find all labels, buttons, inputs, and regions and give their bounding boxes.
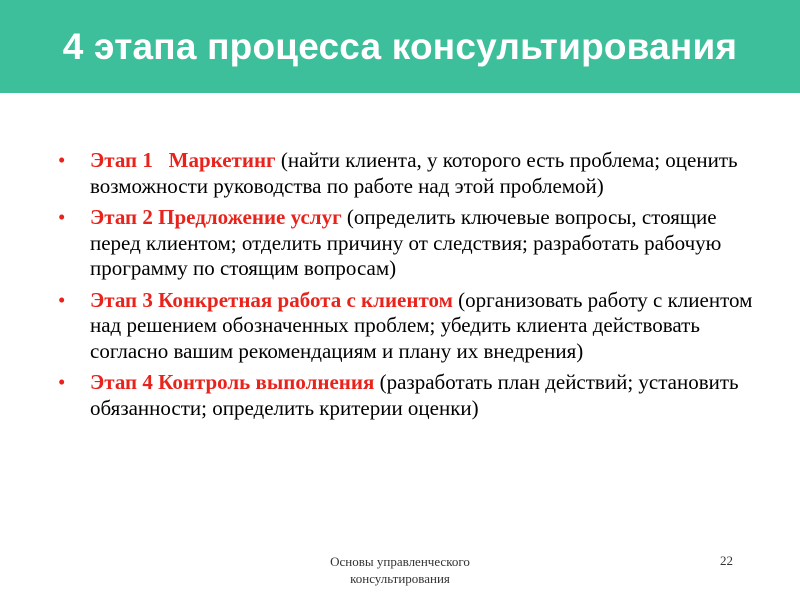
slide-title: 4 этапа процесса консультирования <box>62 25 738 67</box>
footer-line-1: Основы управленческого <box>330 554 470 569</box>
title-bar <box>0 0 800 93</box>
stage-description: (определить ключевые вопросы, стоящие перед клиентом; отделить причину от следствия; разработать рабочую программу по стоящим вопросам) <box>90 205 722 280</box>
stage-item-2 <box>58 205 758 282</box>
stage-label: Этап 1 Маркетинг <box>90 148 276 172</box>
stage-label: Этап 4 Контроль выполнения <box>90 370 375 394</box>
footer-line-2: консультирования <box>350 571 450 586</box>
stage-item-3 <box>58 288 758 365</box>
stage-description: (разработать план действий; установить обязанности; определить критерии оценки) <box>90 370 739 420</box>
page-number: 22 <box>720 553 733 568</box>
stage-list <box>58 148 758 427</box>
stage-label: Этап 3 Конкретная работа с клиентом <box>90 287 453 312</box>
footer-course-title <box>0 553 800 587</box>
stage-description: (организовать работу с клиентом над решением обозначенных проблем; убедить клиента действовать согласно вашим рекомендациям и плану их внедрения) <box>90 287 753 363</box>
bullet-icon: • <box>58 148 66 172</box>
stage-label: Этап 2 Предложение услуг <box>90 205 342 229</box>
stage-item-1 <box>58 148 758 199</box>
stage-description: (найти клиента, у которого есть проблема; оценить возможности руководства по работе над этой проблемой) <box>90 148 738 198</box>
stage-item-4 <box>58 370 758 421</box>
bullet-icon: • <box>58 205 66 229</box>
bullet-icon: • <box>58 287 66 312</box>
bullet-icon: • <box>58 370 66 394</box>
